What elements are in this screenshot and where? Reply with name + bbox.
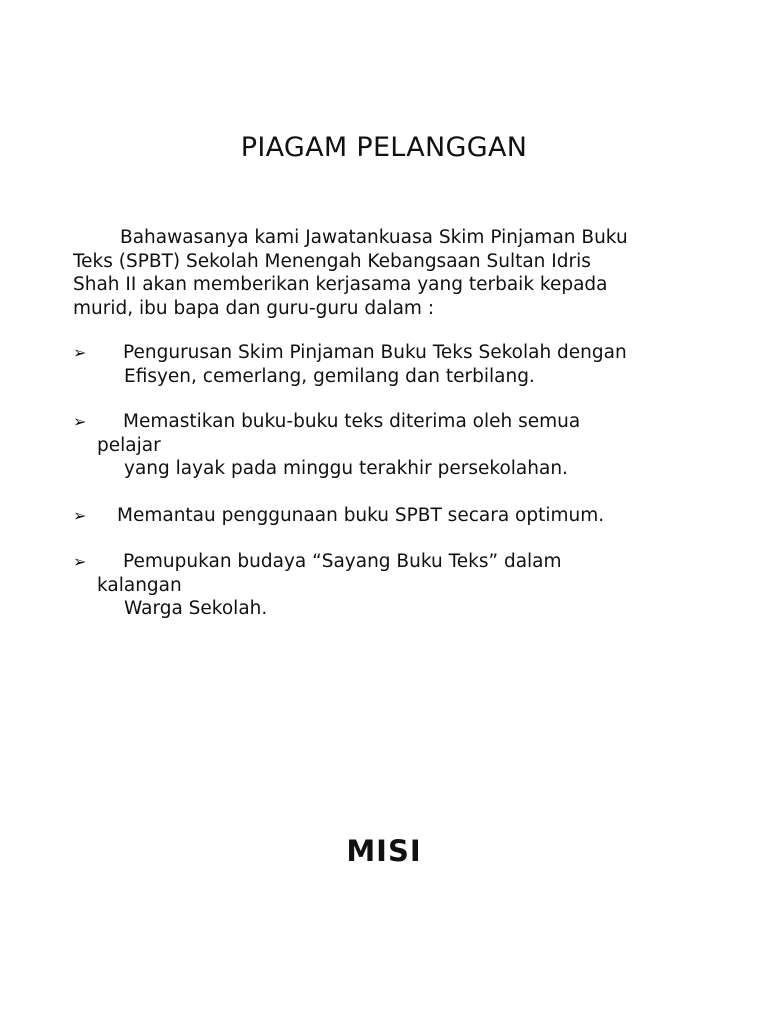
bullet-text: yang layak pada minggu terakhir persekolahan. xyxy=(124,458,568,479)
intro-line: Shah II akan memberikan kerjasama yang terbaik kepada xyxy=(73,274,608,295)
intro-line: Teks (SPBT) Sekolah Menengah Kebangsaan Sultan Idris xyxy=(73,250,591,272)
bullet-text: Efisyen, cemerlang, gemilang dan terbilang. xyxy=(124,365,535,387)
bullet-item-memantau xyxy=(73,504,733,528)
intro-line: Bahawasanya kami Jawatankuasa Skim Pinjaman Buku xyxy=(120,227,628,248)
arrow-bullet-icon: ➢ xyxy=(73,552,87,571)
page-title: PIAGAM PELANGGAN xyxy=(240,132,528,163)
intro-paragraph xyxy=(73,226,713,320)
bullet-text: Pemupukan budaya “Sayang Buku Teks” dalam xyxy=(123,551,562,572)
arrow-bullet-icon: ➢ xyxy=(73,506,87,525)
bullet-text: Pengurusan Skim Pinjaman Buku Teks Sekolah dengan xyxy=(123,342,627,363)
bullet-text: kalangan xyxy=(97,574,182,596)
bullet-text: Warga Sekolah. xyxy=(124,598,268,619)
arrow-bullet-icon: ➢ xyxy=(73,343,87,362)
bullet-item-memastikan xyxy=(73,410,733,481)
bullet-item-pengurusan xyxy=(73,341,733,388)
bullet-item-pemupukan xyxy=(73,550,733,621)
arrow-bullet-icon: ➢ xyxy=(73,412,87,431)
intro-line: murid, ibu bapa dan guru-guru dalam : xyxy=(73,297,435,319)
bullet-text: Memantau penggunaan buku SPBT secara optimum. xyxy=(117,505,605,526)
bullet-text: pelajar xyxy=(97,434,161,456)
section-heading-misi: MISI xyxy=(346,834,422,868)
bullet-text: Memastikan buku-buku teks diterima oleh semua xyxy=(123,411,581,432)
